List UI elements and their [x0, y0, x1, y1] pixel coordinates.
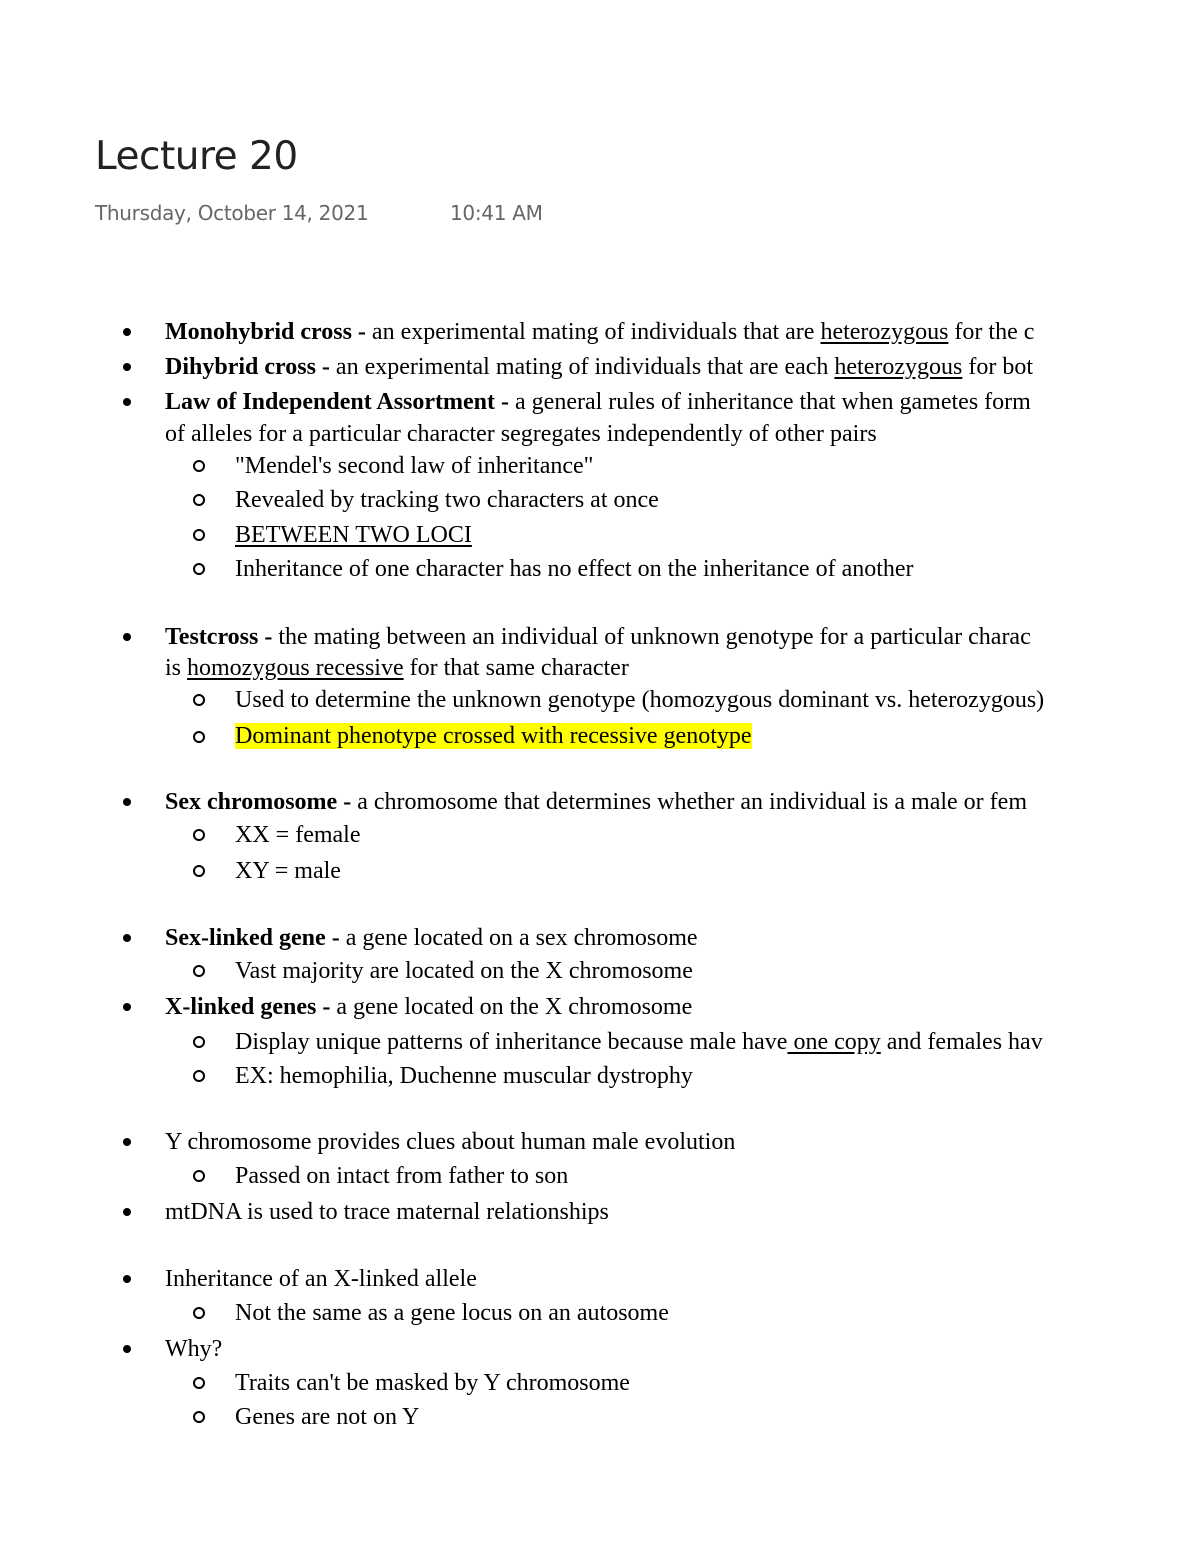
note-sex-linked-gene	[165, 923, 698, 953]
bullet-icon	[123, 398, 131, 406]
sub-item: XY = male	[235, 858, 341, 884]
bullet-icon	[123, 1208, 131, 1216]
sub-bullet-icon	[193, 865, 205, 877]
sub-bullet-icon	[193, 829, 205, 841]
sub-item: XX = female	[235, 822, 361, 848]
term-separator: -	[337, 789, 358, 815]
definition-text: a gene located on the X chromosome	[336, 994, 693, 1020]
sub-bullet-icon	[193, 1307, 205, 1319]
definition-text: the mating between an individual of unknown genotype for a particular charac	[278, 624, 1031, 650]
term-sex-chromosome: Sex chromosome	[165, 789, 338, 815]
definition-continuation	[165, 653, 629, 683]
term-sex-linked-gene: Sex-linked gene	[165, 925, 326, 951]
definition-text: an experimental mating of individuals that are each	[335, 354, 835, 380]
page-time: 10:41 AM	[450, 201, 543, 225]
bullet-icon	[123, 1275, 131, 1283]
term-dihybrid: Dihybrid cross	[165, 354, 316, 380]
underlined-text: homozygous recessive	[187, 655, 404, 681]
sub-bullet-icon	[193, 694, 205, 706]
bullet-icon	[123, 1138, 131, 1146]
definition-text: for the c	[948, 319, 1035, 345]
sub-bullet-icon	[193, 965, 205, 977]
sub-bullet-icon	[193, 563, 205, 575]
definition-text: for bot	[962, 354, 1034, 380]
term-separator: -	[495, 389, 516, 415]
bullet-icon	[123, 934, 131, 942]
definition-continuation: of alleles for a particular character segregates independently of other pairs	[165, 421, 877, 447]
sub-bullet-icon	[193, 529, 205, 541]
sub-bullet-icon	[193, 1411, 205, 1423]
definition-text: a gene located on a sex chromosome	[345, 925, 698, 951]
sub-item-underlined: BETWEEN TWO LOCI	[235, 522, 472, 548]
sub-bullet-icon	[193, 494, 205, 506]
definition-text: a general rules of inheritance that when gametes form	[515, 389, 1031, 415]
sub-item: Used to determine the unknown genotype (homozygous dominant vs. heterozygous)	[235, 687, 1045, 713]
note-sex-chromosome	[165, 787, 1027, 817]
underlined-text: heterozygous	[834, 354, 963, 380]
note-monohybrid	[165, 317, 1034, 347]
highlighted-text: Dominant phenotype crossed with recessive genotype	[235, 723, 752, 749]
sub-item	[235, 1027, 1043, 1057]
note-x-linked-allele: Inheritance of an X-linked allele	[165, 1266, 477, 1292]
definition-text: a chromosome that determines whether an individual is a male or fem	[357, 789, 1027, 815]
note-independent-assortment	[165, 387, 1031, 417]
sub-bullet-icon	[193, 1377, 205, 1389]
bullet-icon	[123, 328, 131, 336]
sub-bullet-icon	[193, 731, 205, 743]
sub-item: Revealed by tracking two characters at once	[235, 487, 659, 513]
sub-bullet-icon	[193, 1036, 205, 1048]
underlined-text: one copy	[787, 1029, 881, 1055]
page-title: Lecture 20	[95, 134, 298, 179]
sub-item: Vast majority are located on the X chromosome	[235, 958, 693, 984]
sub-item: Inheritance of one character has no effect on the inheritance of another	[235, 556, 914, 582]
sub-item: Genes are not on Y	[235, 1404, 420, 1430]
term-separator: -	[316, 994, 337, 1020]
term-monohybrid: Monohybrid cross	[165, 319, 352, 345]
note-dihybrid	[165, 352, 1033, 382]
sub-item: EX: hemophilia, Duchenne muscular dystrophy	[235, 1063, 693, 1089]
sub-item: Passed on intact from father to son	[235, 1163, 569, 1189]
page-date: Thursday, October 14, 2021	[95, 201, 369, 225]
bullet-icon	[123, 1345, 131, 1353]
sub-bullet-icon	[193, 1170, 205, 1182]
note-y-chromosome: Y chromosome provides clues about human male evolution	[165, 1129, 736, 1155]
sub-bullet-icon	[193, 1070, 205, 1082]
note-mtdna: mtDNA is used to trace maternal relationships	[165, 1199, 609, 1225]
note-x-linked-genes	[165, 992, 692, 1022]
sub-item-text: and females hav	[880, 1029, 1043, 1055]
sub-item-text: Display unique patterns of inheritance because male have	[235, 1029, 788, 1055]
bullet-icon	[123, 798, 131, 806]
term-separator: -	[351, 319, 372, 345]
term-independent-assortment: Law of Independent Assortment	[165, 389, 496, 415]
sub-bullet-icon	[193, 460, 205, 472]
term-x-linked-genes: X-linked genes	[165, 994, 317, 1020]
bullet-icon	[123, 1003, 131, 1011]
sub-item: Traits can't be masked by Y chromosome	[235, 1370, 630, 1396]
bullet-icon	[123, 363, 131, 371]
note-testcross	[165, 622, 1031, 652]
bullet-icon	[123, 633, 131, 641]
term-testcross: Testcross	[165, 624, 259, 650]
sub-item: Not the same as a gene locus on an autosome	[235, 1300, 669, 1326]
underlined-text: heterozygous	[820, 319, 949, 345]
sub-item-highlighted	[235, 721, 752, 751]
term-separator: -	[325, 925, 346, 951]
definition-text: is	[165, 655, 188, 681]
term-separator: -	[315, 354, 336, 380]
definition-text: an experimental mating of individuals that are	[371, 319, 821, 345]
term-separator: -	[258, 624, 279, 650]
note-why: Why?	[165, 1336, 223, 1362]
sub-item: "Mendel's second law of inheritance"	[235, 453, 594, 479]
definition-text: for that same character	[403, 655, 629, 681]
